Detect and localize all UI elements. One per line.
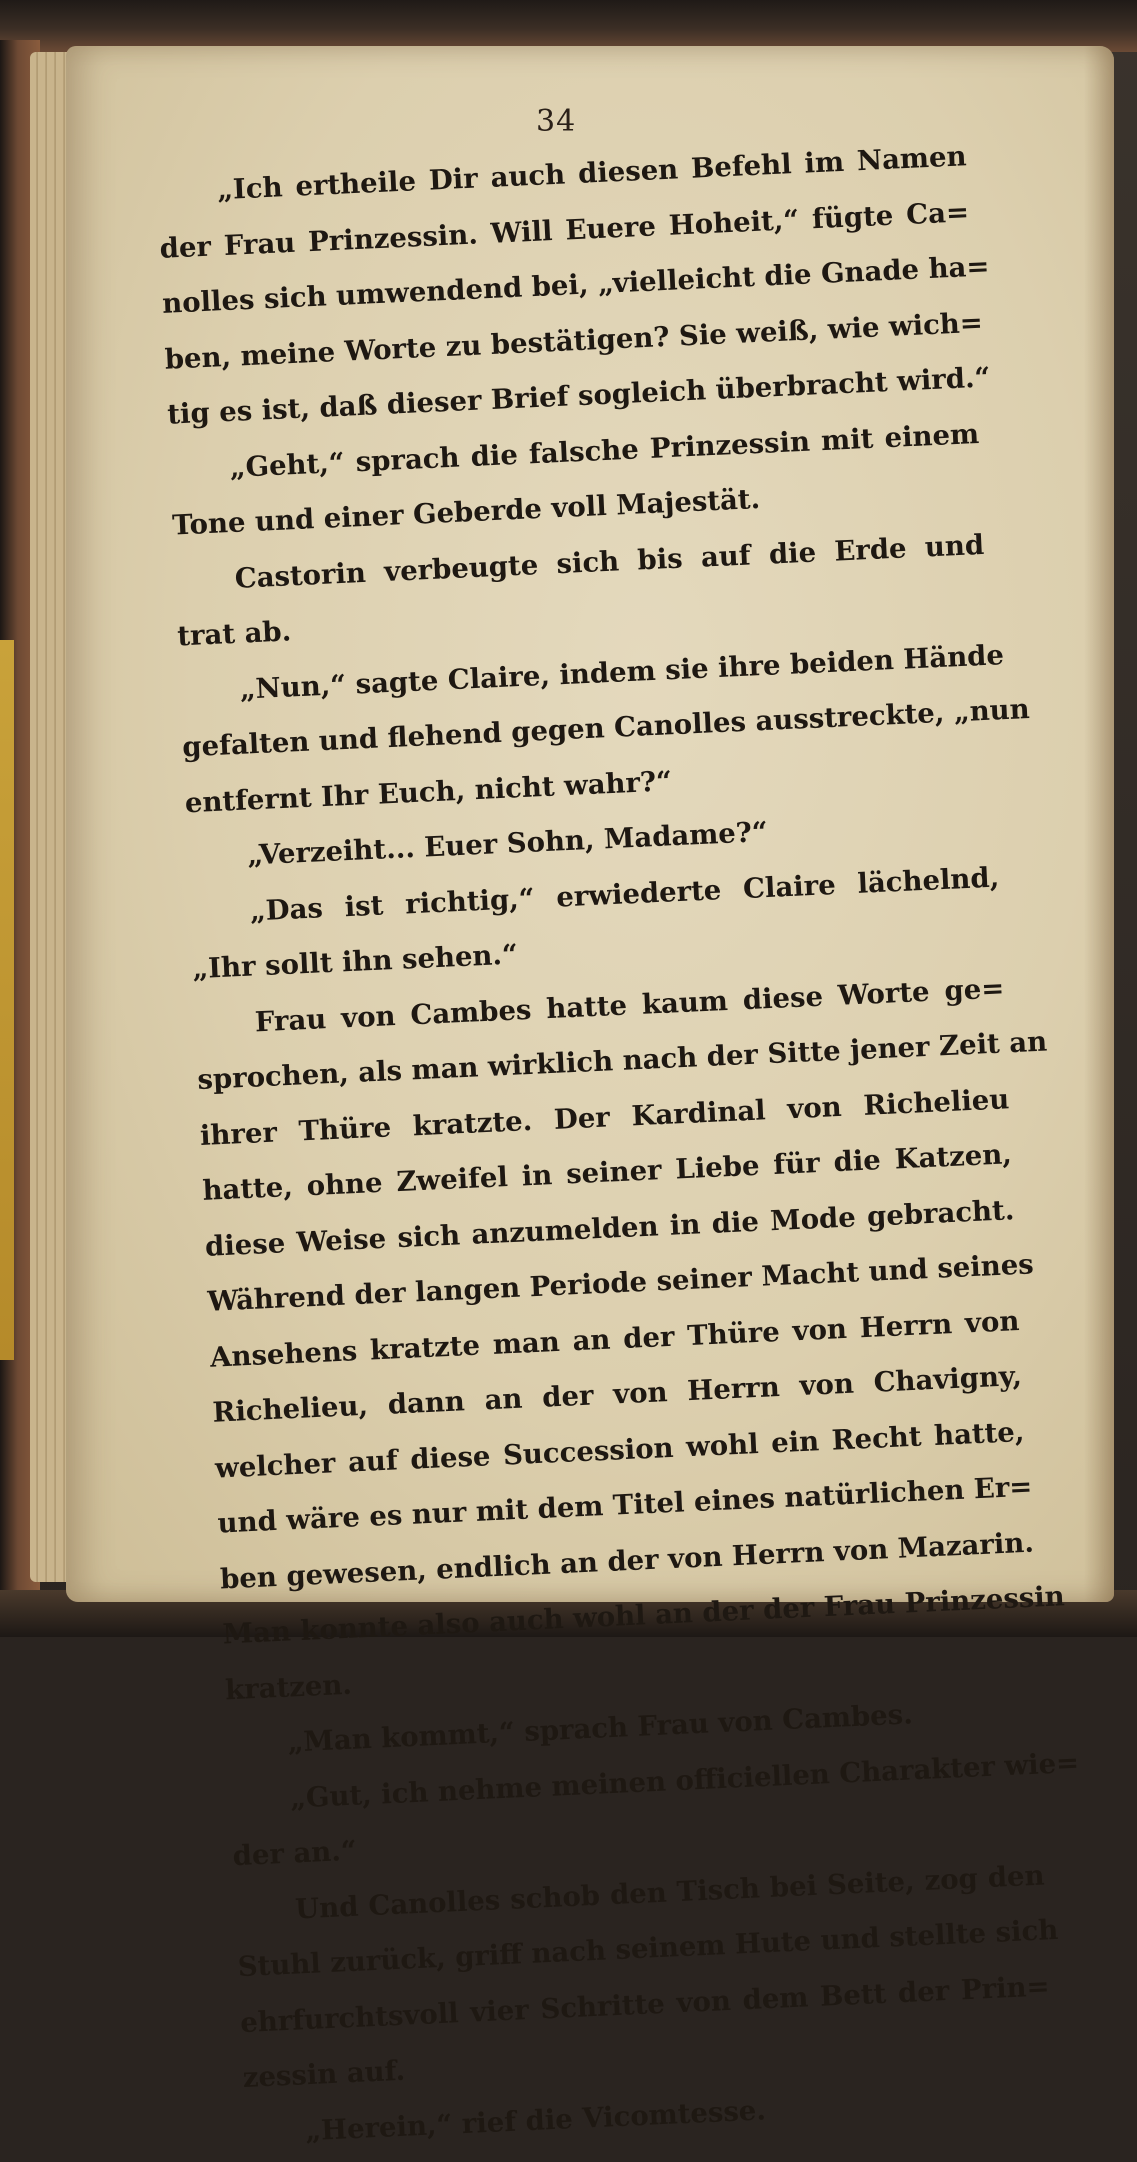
text-line: „Nun,“ sagte Claire, indem sie ihre beiden Hände	[239, 638, 1005, 706]
page-number: 34	[536, 104, 577, 139]
text-line: trat ab.	[176, 615, 292, 653]
text-line: Tone und einer Geberde voll Majestät.	[171, 482, 761, 542]
text-line: zessin auf.	[242, 2054, 406, 2095]
text-line: „Das ist richtig,“ erwiederte Claire lächelnd,	[249, 861, 1000, 927]
text-line: Stuhl zurück, griff nach seinem Hute und stellte sich	[237, 1913, 1059, 1984]
text-line: „Verzeiht... Euer Sohn, Madame?“	[246, 815, 769, 872]
text-line: ben, meine Worte zu bestätigen? Sie weiß, wie wich=	[164, 306, 984, 376]
cover-edge-tab	[0, 640, 14, 1360]
text-line: ehrfurchtsvoll vier Schritte von dem Bett der Prin=	[239, 1969, 1051, 2039]
text-line: Richelieu, dann an der von Herrn von Chavigny,	[211, 1359, 1023, 1429]
text-line: Und Canolles schob den Tisch bei Seite, zog den	[294, 1858, 1046, 1925]
text-line: Ansehens kratzte man an der Thüre von Herrn von	[209, 1304, 1020, 1374]
text-line: der an.“	[232, 1834, 358, 1873]
text-line: der Frau Prinzessin. Will Euere Hoheit,“ fügte Ca=	[159, 195, 970, 265]
text-line: „Gut, ich nehme meinen officiellen Charakter wie=	[289, 1746, 1080, 1815]
text-line: welcher auf diese Succession wohl ein Recht hatte,	[214, 1415, 1026, 1485]
text-line: „Man kommt,“ sprach Frau von Cambes.	[286, 1698, 914, 1759]
text-line: Man konnte also auch wohl an der der Frau Prinzessin	[221, 1580, 1066, 1651]
text-line: „Herein,“ rief die Vicomtesse.	[304, 2093, 767, 2147]
text-line: nolles sich umwendend bei, „vielleicht die Gnade ha=	[161, 250, 991, 320]
book-cover-top	[0, 0, 1137, 52]
text-line: „Geht,“ sprach die falsche Prinzessin mit einem	[229, 417, 980, 484]
text-line: Frau von Cambes hatte kaum diese Worte ge=	[254, 971, 1005, 1038]
text-line: sprochen, als man wirklich nach der Sitte jener Zeit an	[196, 1025, 1048, 1097]
text-line: entfernt Ihr Euch, nicht wahr?“	[184, 764, 673, 819]
text-line: „Ihr sollt ihn sehen.“	[191, 938, 519, 986]
page-text-block	[156, 129, 1080, 2162]
text-line: kratzen.	[224, 1668, 353, 1706]
text-line: diese Weise sich anzumelden in die Mode gebracht.	[204, 1193, 1015, 1263]
text-line: Castorin verbeugte sich bis auf die Erde und	[234, 528, 985, 595]
text-line: „Ich ertheile Dir auch diesen Befehl im Namen	[216, 140, 968, 207]
text-line: ihrer Thüre kratzte. Der Kardinal von Richelieu	[199, 1082, 1010, 1152]
text-line: gefalten und flehend gegen Canolles ausstreckte, „nun	[181, 692, 1031, 764]
text-line: tig es ist, daß dieser Brief sogleich überbracht wird.“	[166, 361, 992, 431]
text-line: Während der langen Periode seiner Macht und seines	[206, 1248, 1035, 1318]
page-gutter-shadow	[1084, 46, 1114, 1602]
text-line: hatte, ohne Zweifel in seiner Liebe für die Katzen,	[201, 1138, 1013, 1207]
book-page	[66, 46, 1114, 2147]
text-line: und wäre es nur mit dem Titel eines natürlichen Er=	[216, 1470, 1034, 1540]
text-line: ben gewesen, endlich an der von Herrn von Mazarin.	[219, 1526, 1035, 1596]
